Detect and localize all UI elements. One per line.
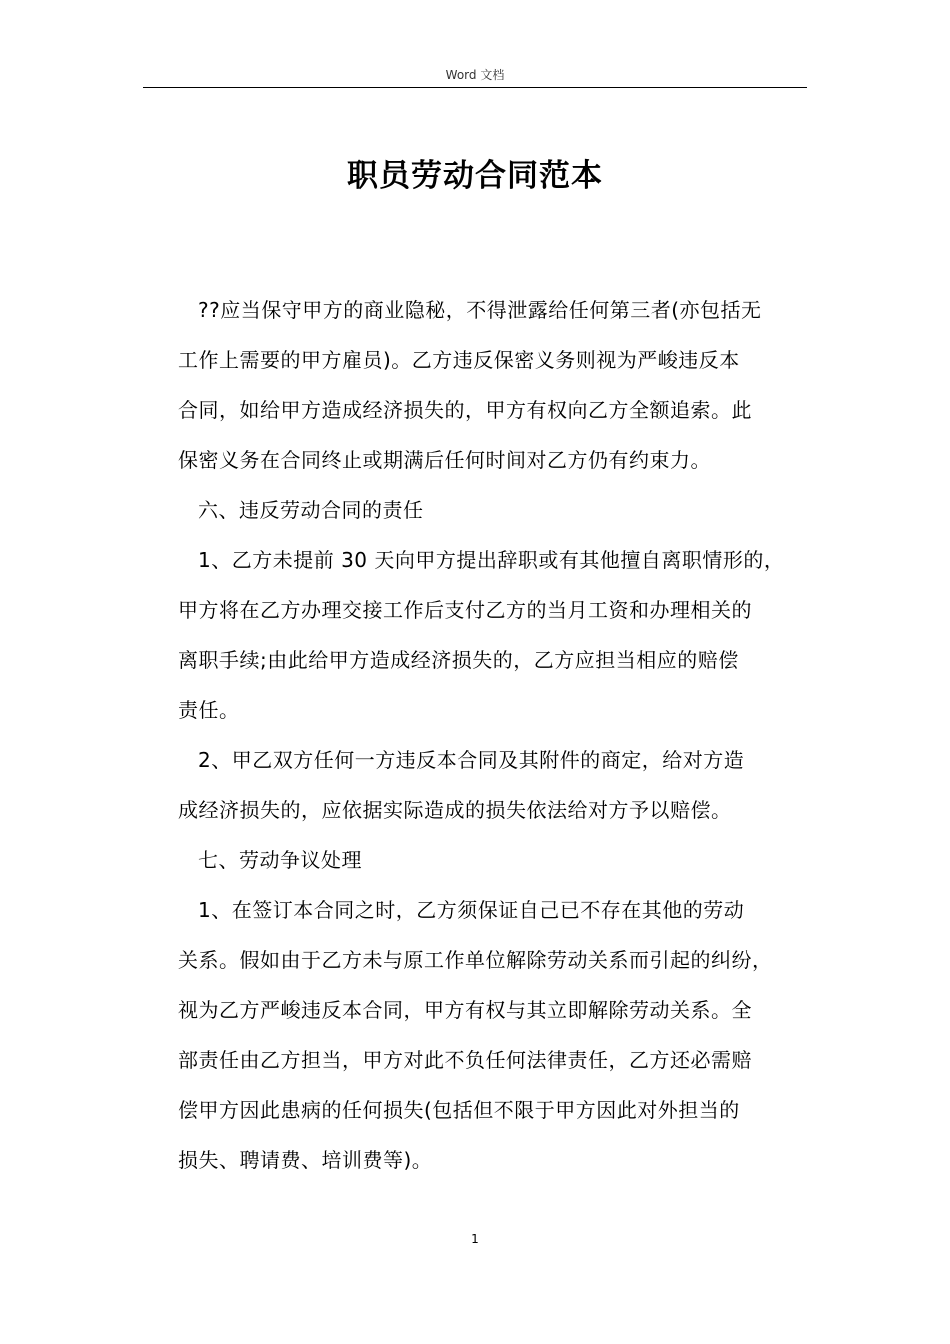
paragraph-line: 责任。	[178, 698, 240, 722]
paragraph-line: 工作上需要的甲方雇员)。乙方违反保密义务则视为严峻违反本	[178, 348, 740, 372]
paragraph-line: 偿甲方因此患病的任何损失(包括但不限于甲方因此对外担当的	[178, 1098, 740, 1122]
paragraph-line: 2、甲乙双方任何一方违反本合同及其附件的商定，给对方造	[198, 748, 745, 772]
paragraph-line: 1、在签订本合同之时，乙方须保证自己已不存在其他的劳动	[198, 898, 745, 922]
page-number: 1	[471, 1232, 479, 1246]
section-heading: 六、违反劳动合同的责任	[198, 498, 424, 522]
section-heading: 七、劳动争议处理	[198, 848, 362, 872]
paragraph-line: ??应当保守甲方的商业隐秘，不得泄露给任何第三者(亦包括无	[198, 298, 762, 322]
document-body	[178, 285, 818, 1185]
document-title: 职员劳动合同范本	[347, 158, 603, 194]
page-header: Word 文档	[445, 68, 505, 82]
paragraph-line: 离职手续;由此给甲方造成经济损失的，乙方应担当相应的赔偿	[178, 648, 739, 672]
paragraph-line: 1、乙方未提前 30 天向甲方提出辞职或有其他擅自离职情形的，	[198, 548, 785, 572]
paragraph-line: 关系。假如由于乙方未与原工作单位解除劳动关系而引起的纠纷，	[178, 948, 773, 972]
paragraph-line: 甲方将在乙方办理交接工作后支付乙方的当月工资和办理相关的	[178, 598, 752, 622]
paragraph-line: 合同，如给甲方造成经济损失的，甲方有权向乙方全额追索。此	[178, 398, 752, 422]
paragraph-line: 损失、聘请费、培训费等)。	[178, 1148, 433, 1172]
paragraph-line: 视为乙方严峻违反本合同，甲方有权与其立即解除劳动关系。全	[178, 998, 752, 1022]
paragraph-line: 成经济损失的，应依据实际造成的损失依法给对方予以赔偿。	[178, 798, 732, 822]
header-divider	[143, 87, 807, 88]
paragraph-line: 部责任由乙方担当，甲方对此不负任何法律责任，乙方还必需赔	[178, 1048, 752, 1072]
paragraph-line: 保密义务在合同终止或期满后任何时间对乙方仍有约束力。	[178, 448, 711, 472]
